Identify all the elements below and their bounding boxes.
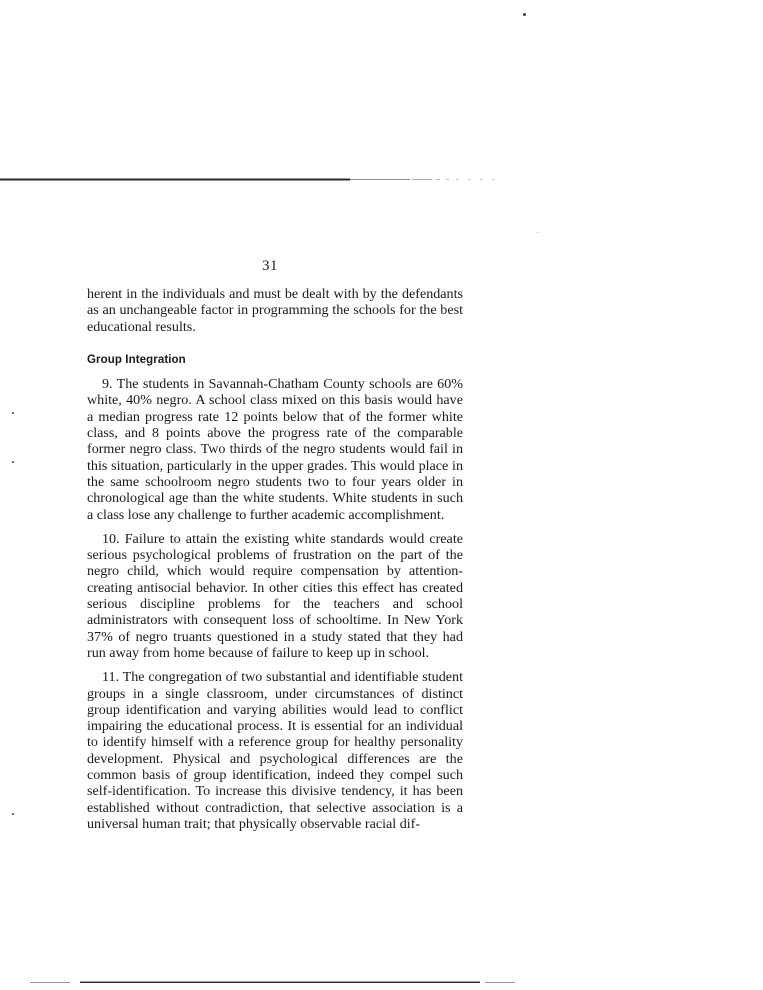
paragraph-10: 10. Failure to attain the existing white standards would create serious psychological problems of frustration on the part of the negro child, which would require compensation by attention-creating antisocial behavior. In other cities this effect has created serious discipline problems for the teachers and school administrators with consequent loss of schooltime. In New York 37% of negro truants questioned in a study stated that they had run away from home because of failure to keep up in school. [87, 530, 463, 661]
paragraph-11: 11. The congregation of two substantial and identifiable student groups in a single classroom, under circumstances of distinct group identification and varying abilities would lead to conflict impairing the educational process. It is essential for an individual to identify himself with a reference group for healthy personality development. Physical and psychological differences are the common basis of group identification, indeed they compel such self-identification. To increase this divisive tendency, it has been established without contradiction, that selective association is a universal human trait; that physically observable racial dif- [87, 669, 463, 832]
bottom-scan-rule [30, 979, 535, 985]
body-text [87, 286, 463, 832]
scan-speck [523, 13, 526, 16]
top-scan-rule [0, 176, 505, 182]
section-heading: Group Integration [87, 353, 186, 366]
scan-speck [12, 461, 14, 463]
paragraph-9: 9. The students in Savannah-Chatham County schools are 60% white, 40% negro. A school class mixed on this basis would have a median progress rate 12 points below that of the former white class, and 8 points above the progress rate of the comparable former negro class. Two thirds of the negro students would fail in this situation, particularly in the upper grades. This would place in the same schoolroom negro students two to four years older in chronological age than the white students. White students in such a class lose any challenge to further academic accomplishment. [87, 376, 463, 523]
scan-speck [12, 813, 14, 815]
scan-speck [537, 232, 538, 233]
scan-speck [12, 412, 14, 414]
page-number: 31 [262, 258, 278, 274]
continuation-paragraph: herent in the individuals and must be dealt with by the defendants as an unchangeable factor in programming the schools for the best educational results. [87, 286, 463, 335]
